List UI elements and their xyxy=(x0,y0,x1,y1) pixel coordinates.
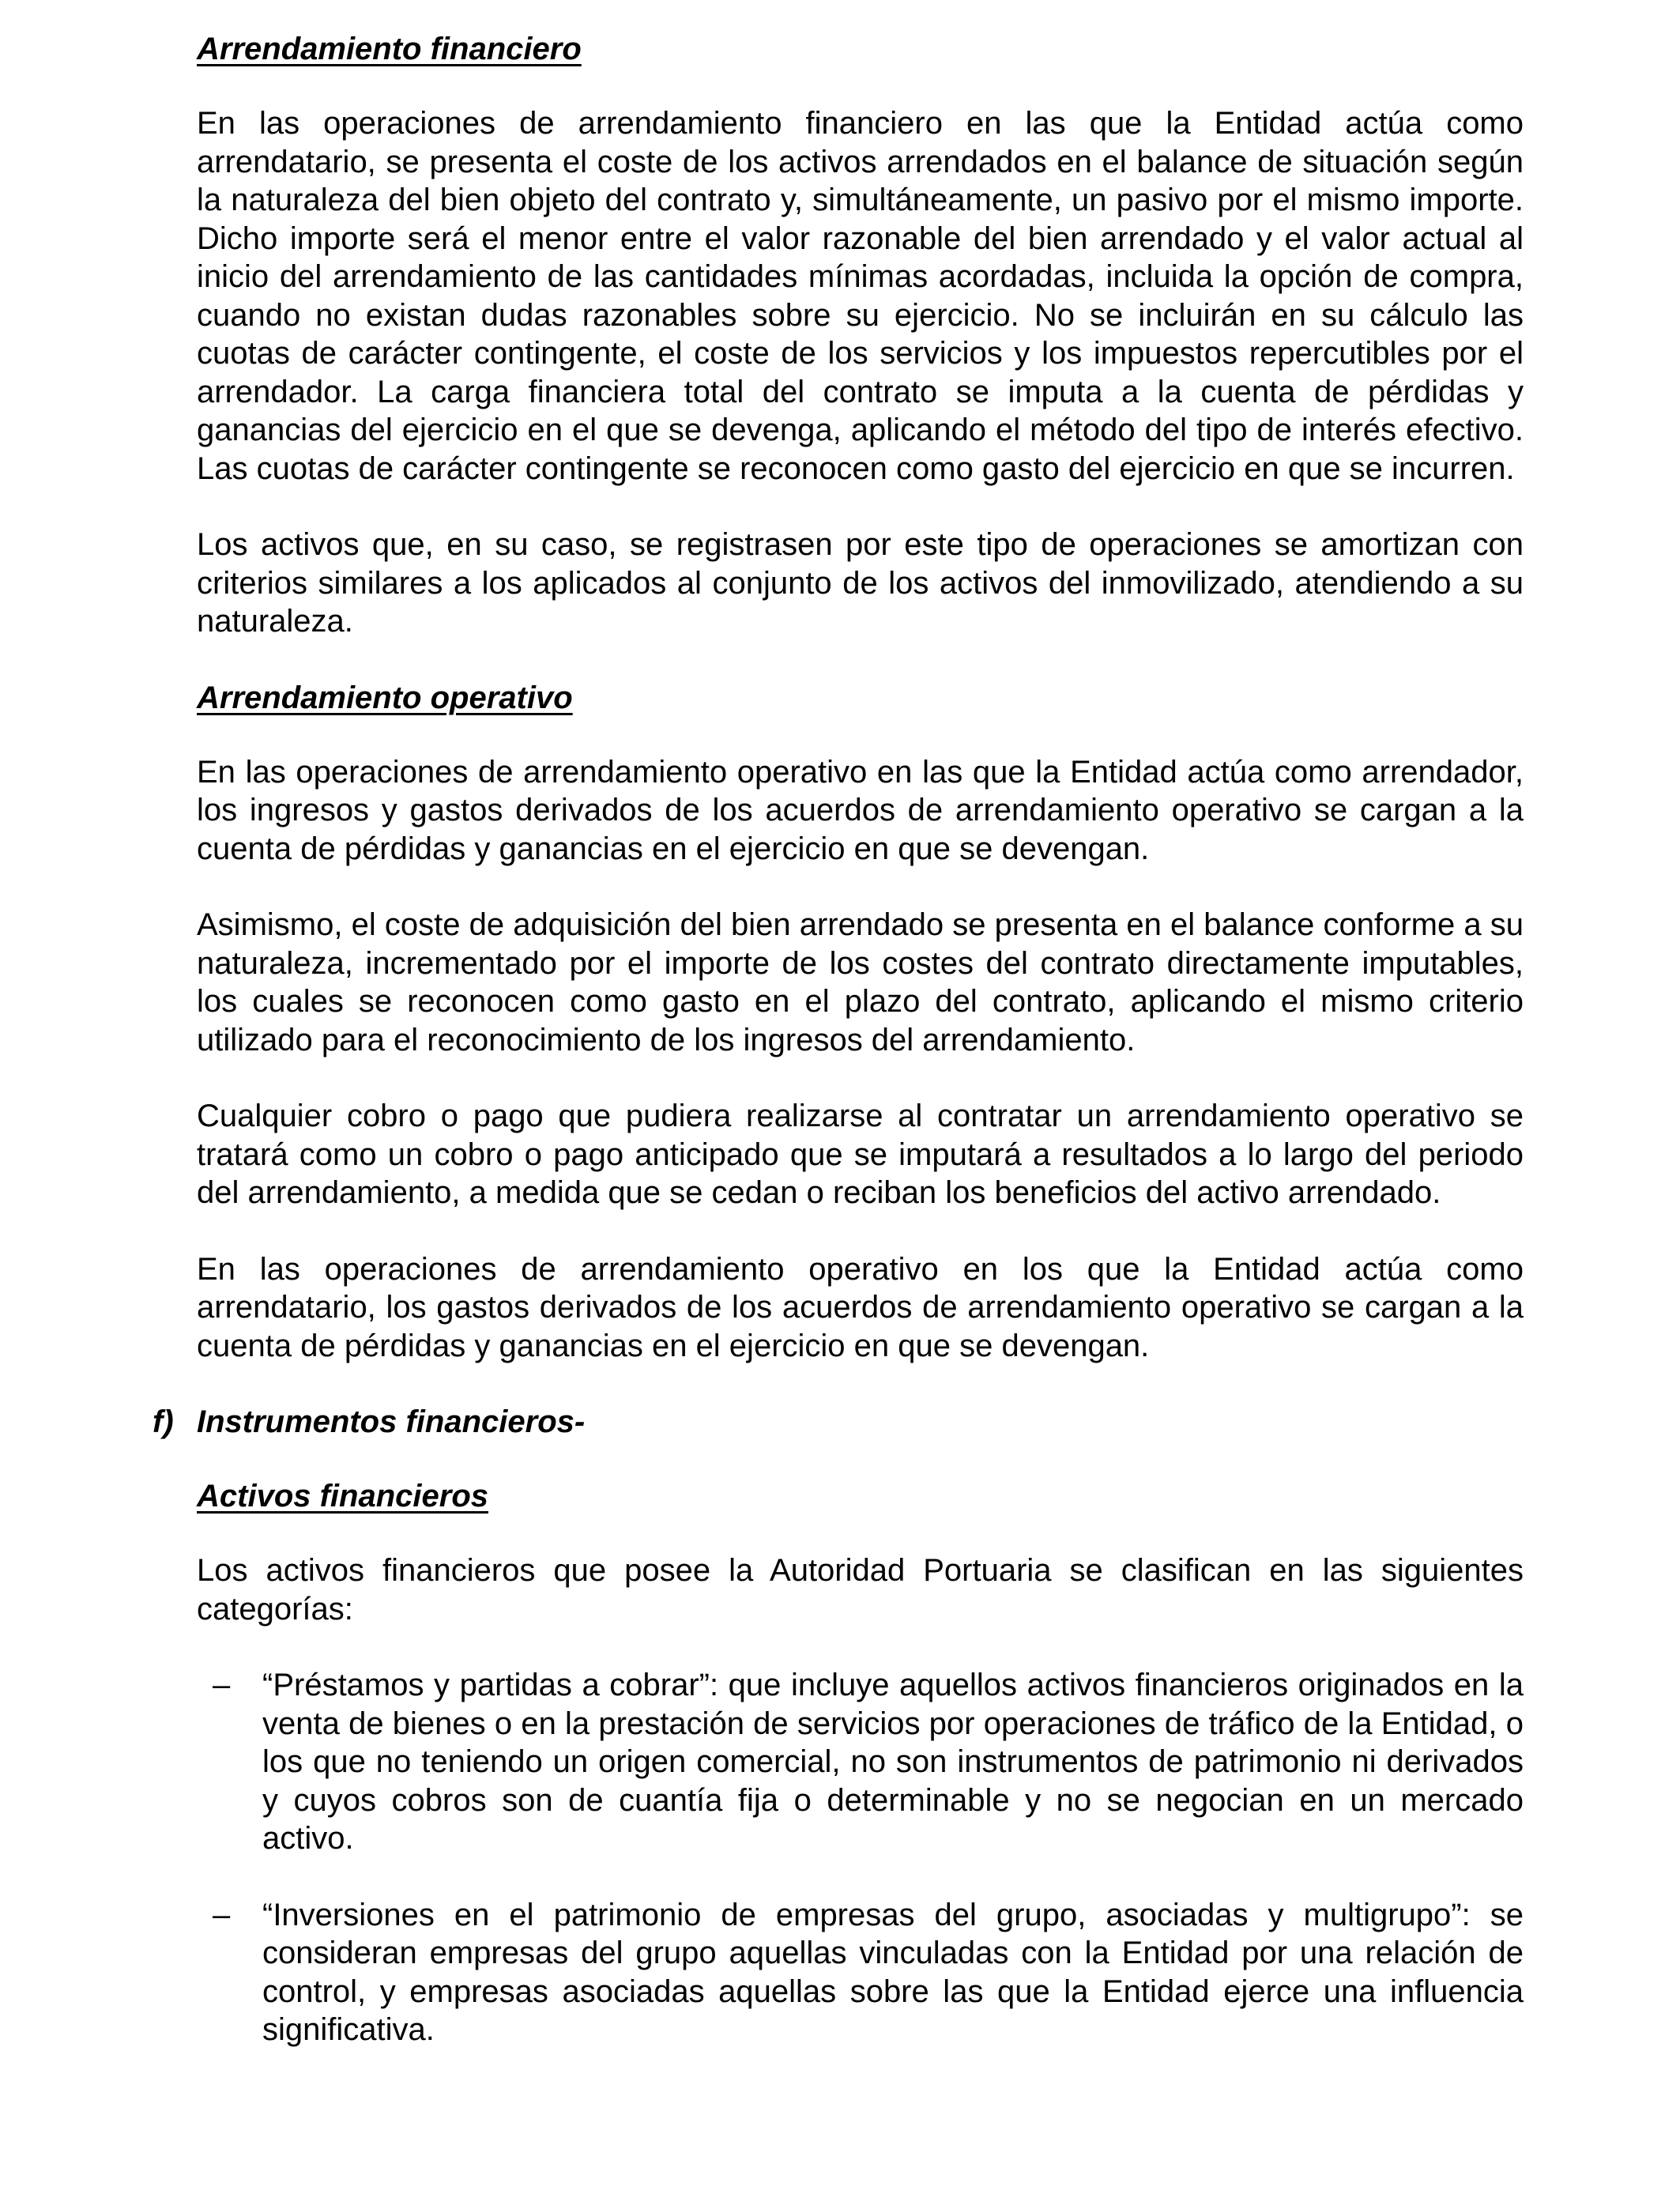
section-title-instrumentos xyxy=(153,1403,1524,1441)
list-item-inversiones xyxy=(197,1896,1524,2049)
paragraph-operativo-1: En las operaciones de arrendamiento operativo en las que la Entidad actúa como arrendador, los ingresos y gastos derivados de los acuerdos de arrendamiento operativo se cargan a la cuenta de pérdidas y ganancias en el ejercicio en que se devengan. xyxy=(197,754,1524,866)
list-item-prestamos xyxy=(197,1666,1524,1858)
heading-arrendamiento-financiero: Arrendamiento financiero xyxy=(197,32,582,66)
section-title-text: Instrumentos financieros- xyxy=(197,1404,586,1439)
heading-activos-financieros: Activos financieros xyxy=(197,1479,489,1514)
paragraph-activos-intro: Los activos financieros que posee la Autoridad Portuaria se clasifican en las siguientes categorías: xyxy=(197,1553,1524,1627)
paragraph-operativo-3: Cualquier cobro o pago que pudiera realizarse al contratar un arrendamiento operativo se tratará como un cobro o pago anticipado que se imputará a resultados a lo largo del periodo del arrendamiento, a medida que se cedan o reciban los beneficios del activo arrendado. xyxy=(197,1099,1524,1210)
paragraph-operativo-4: En las operaciones de arrendamiento operativo en los que la Entidad actúa como arrendatario, los gastos derivados de los acuerdos de arrendamiento operativo se cargan a la cuenta de pérdidas y ganancias en el ejercicio en que se devengan. xyxy=(197,1251,1524,1363)
paragraph-financiero-1: En las operaciones de arrendamiento financiero en las que la Entidad actúa como arrendatario, se presenta el coste de los activos arrendados en el balance de situación según la naturaleza del bien objeto del contrato y, simultáneamente, un pasivo por el mismo importe. Dicho importe será el menor entre el valor razonable del bien arrendado y el valor actual al inicio del arrendamiento de las cantidades mínimas acordadas, incluida la opción de compra, cuando no existan dudas razonables sobre su ejercicio. No se incluirán en su cálculo las cuotas de carácter contingente, el coste de los servicios y los impuestos repercutibles por el arrendador. La carga financiera total del contrato se imputa a la cuenta de pérdidas y ganancias del ejercicio en el que se devenga, aplicando el método del tipo de interés efectivo. Las cuotas de carácter contingente se reconocen como gasto del ejercicio en que se incurren. xyxy=(197,106,1524,486)
paragraph-operativo-2: Asimismo, el coste de adquisición del bien arrendado se presenta en el balance conforme a su naturaleza, incrementado por el importe de los costes del contrato directamente imputables, los cuales se reconocen como gasto en el plazo del contrato, aplicando el mismo criterio utilizado para el reconocimiento de los ingresos del arrendamiento. xyxy=(197,907,1524,1057)
list-item-text: “Préstamos y partidas a cobrar”: que incluye aquellos activos financieros originados en la venta de bienes o en la prestación de servicios por operaciones de tráfico de la Entidad, o los que no teniendo un origen comercial, no son instrumentos de patrimonio ni derivados y cuyos cobros son de cuantía fija o determinable y no se negocian en un mercado activo. xyxy=(262,1668,1524,1856)
heading-arrendamiento-operativo: Arrendamiento operativo xyxy=(197,680,573,715)
dash-bullet: – xyxy=(213,1668,231,1702)
text-column xyxy=(153,30,1524,2049)
dash-bullet: – xyxy=(213,1897,231,1932)
paragraph-financiero-2: Los activos que, en su caso, se registrasen por este tipo de operaciones se amortizan con criterios similares a los aplicados al conjunto de los activos del inmovilizado, atendiendo a su naturaleza. xyxy=(197,527,1524,639)
section-letter: f) xyxy=(153,1404,174,1439)
list-item-text: “Inversiones en el patrimonio de empresas del grupo, asociadas y multigrupo”: se consideran empresas del grupo aquellas vinculadas con la Entidad por una relación de control, y empresas asociadas aquellas sobre las que la Entidad ejerce una influencia significativa. xyxy=(262,1897,1524,2047)
